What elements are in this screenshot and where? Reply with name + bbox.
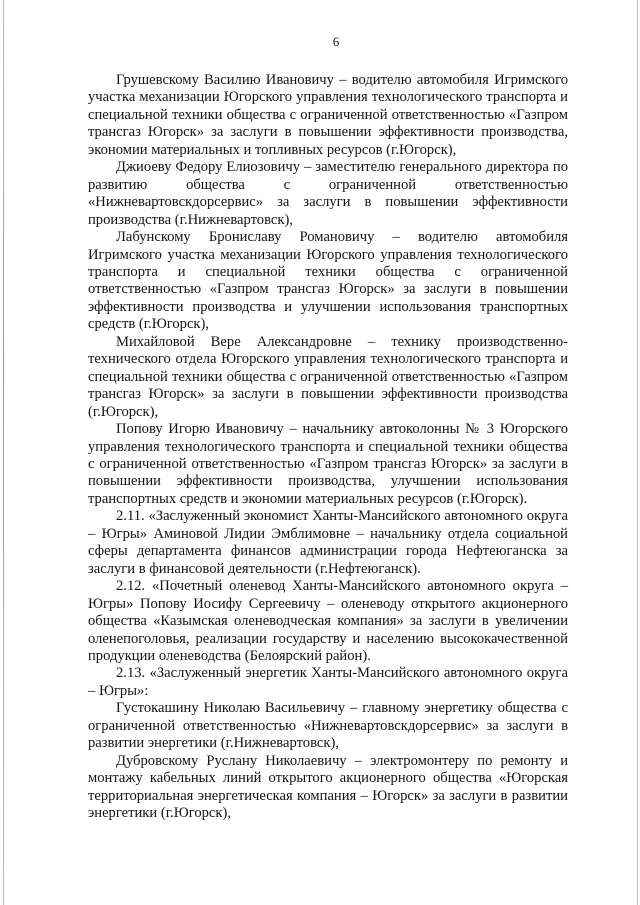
paragraph-labunsky: Лабунскому Брониславу Романовичу – водителю автомобиля Игримского участка механизации Югорского управления технологического транспорта и специальной техники общества с ограниченной ответственностью «Газпром трансгаз Югорск» за заслуги в повышении эффективности производства и улучшении использования транспортных средств (г.Югорск), [88, 229, 568, 333]
paragraph-item-2-12: 2.12. «Почетный оленевод Ханты-Мансийского автономного округа – Югры» Попову Иосифу Сергеевичу – оленеводу открытого акционерного общества «Казымская оленеводческая компания» за заслуги в увеличении оленепоголовья, реализации государству и населению высококачественной продукции оленеводства (Белоярский район). [88, 578, 568, 664]
paragraph-dzhioev: Джиоеву Федору Елиозовичу – заместителю генерального директора по развитию общества с ограниченной ответственностью «Нижневартовскдорсервис» за заслуги в повышении эффективности производства (г.Нижневартовск), [88, 159, 568, 228]
page-number: 6 [332, 34, 340, 49]
paragraph-popov-igor: Попову Игорю Ивановичу – начальнику автоколонны № 3 Югорского управления технологического транспорта и специальной техники общества с ограниченной ответственностью «Газпром трансгаз Югорск» за заслуги в повышении эффективности производства, улучшении использования транспортных средств и экономии материальных ресурсов (г.Югорск). [88, 421, 568, 507]
paragraph-item-2-11: 2.11. «Заслуженный экономист Ханты-Мансийского автономного округа – Югры» Аминовой Лидии Эмблимовне – начальнику отдела социальной сферы департамента финансов администрации города Нефтеюганска за заслуги в финансовой деятельности (г.Нефтеюганск). [88, 508, 568, 577]
paragraph-item-2-13: 2.13. «Заслуженный энергетик Ханты-Мансийского автономного округа – Югры»: [88, 665, 568, 699]
scan-edge-left [3, 0, 4, 905]
paragraph-mikhailova: Михайловой Вере Александровне – технику производственно-технического отдела Югорского управления технологического транспорта и специальной техники общества с ограниченной ответственностью «Газпром трансгаз Югорск» за заслуги в повышении эффективности производства (г.Югорск), [88, 333, 568, 420]
paragraph-dubrovsky: Дубровскому Руслану Николаевичу – электромонтеру по ремонту и монтажу кабельных линий открытого акционерного общества «Югорская территориальная энергетическая компания – Югорск» за заслуги в развитии энергетики (г.Югорск), [88, 752, 568, 822]
scan-edge-right [637, 0, 638, 905]
paragraph-gustokashin: Густокашину Николаю Васильевичу – главному энергетику общества с ограниченной ответственностью «Нижневартовскдорсервис» за заслуги в развитии энергетики (г.Нижневартовск), [88, 700, 568, 752]
paragraph-grushevsky: Грушевскому Василию Ивановичу – водителю автомобиля Игримского участка механизации Югорского управления технологического транспорта и специальной техники общества с ограниченной ответственностью «Газпром трансгаз Югорск» за заслуги в повышении эффективности производства, экономии материальных и топливных ресурсов (г.Югорск), [88, 72, 568, 158]
